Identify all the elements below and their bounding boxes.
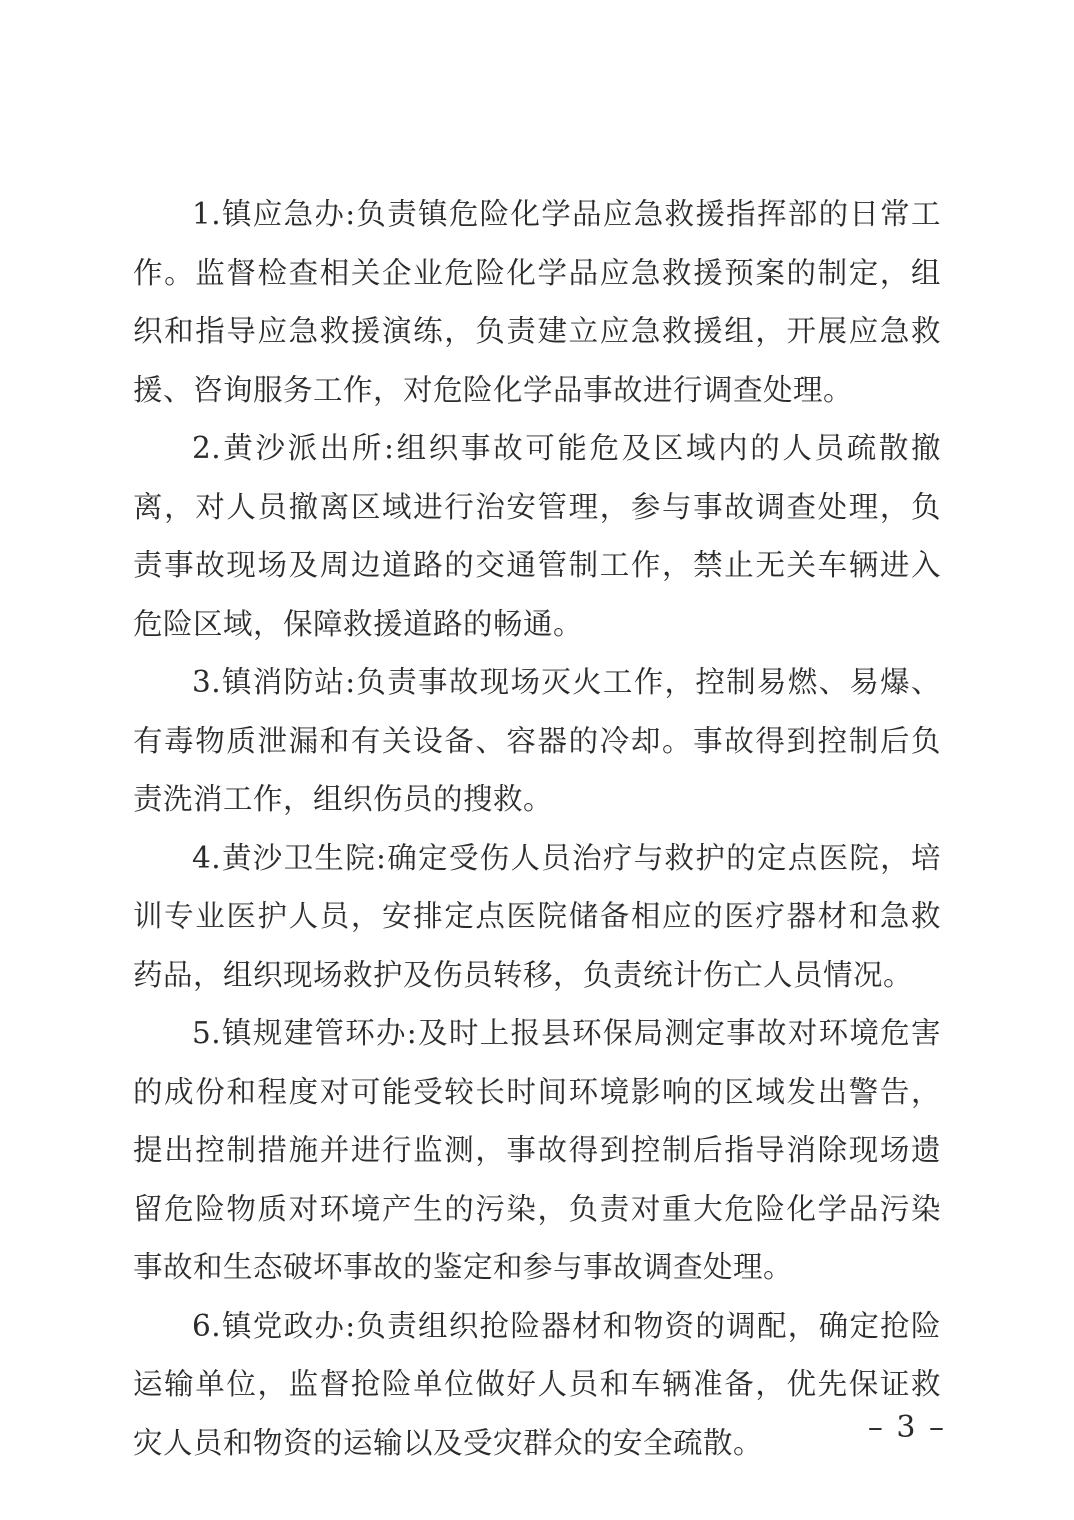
- paragraph-planning-environment-office: 5.镇规建管环办:及时上报县环保局测定事故对环境危害的成份和程度对可能受较长时间环境影响的区域发出警告，提出控制措施并进行监测，事故得到控制后指导消除现场遗留危险物质对环境产生的污染，负责对重大危险化学品污染事故和生态破坏事故的鉴定和参与事故调查处理。: [133, 1016, 941, 1284]
- paragraph-health-center: 4.黄沙卫生院:确定受伤人员治疗与救护的定点医院，培训专业医护人员，安排定点医院储备相应的医疗器材和急救药品，组织现场救护及伤员转移，负责统计伤亡人员情况。: [133, 840, 941, 992]
- paragraph-police-station: 2.黄沙派出所:组织事故可能危及区域内的人员疏散撤离，对人员撤离区域进行治安管理，参与事故调查处理，负责事故现场及周边道路的交通管制工作，禁止无关车辆进入危险区域，保障救援道路的畅通。: [133, 431, 941, 641]
- paragraph-emergency-office: 1.镇应急办:负责镇危险化学品应急救援指挥部的日常工作。监督检查相关企业危险化学品应急救援预案的制定，组织和指导应急救援演练，负责建立应急救援组，开展应急救援、咨询服务工作，对危险化学品事故进行调查处理。: [133, 197, 941, 407]
- document-body: [133, 185, 941, 1472]
- paragraph-party-government-office: 6.镇党政办:负责组织抢险器材和物资的调配，确定抢险运输单位，监督抢险单位做好人员和车辆准备，优先保证救灾人员和物资的运输以及受灾群众的安全疏散。: [133, 1308, 941, 1460]
- paragraph-fire-station: 3.镇消防站:负责事故现场灭火工作，控制易燃、易爆、有毒物质泄漏和有关设备、容器的冷却。事故得到控制后负责洗消工作，组织伤员的搜救。: [133, 665, 941, 816]
- page-number: – 3 –: [867, 1410, 946, 1445]
